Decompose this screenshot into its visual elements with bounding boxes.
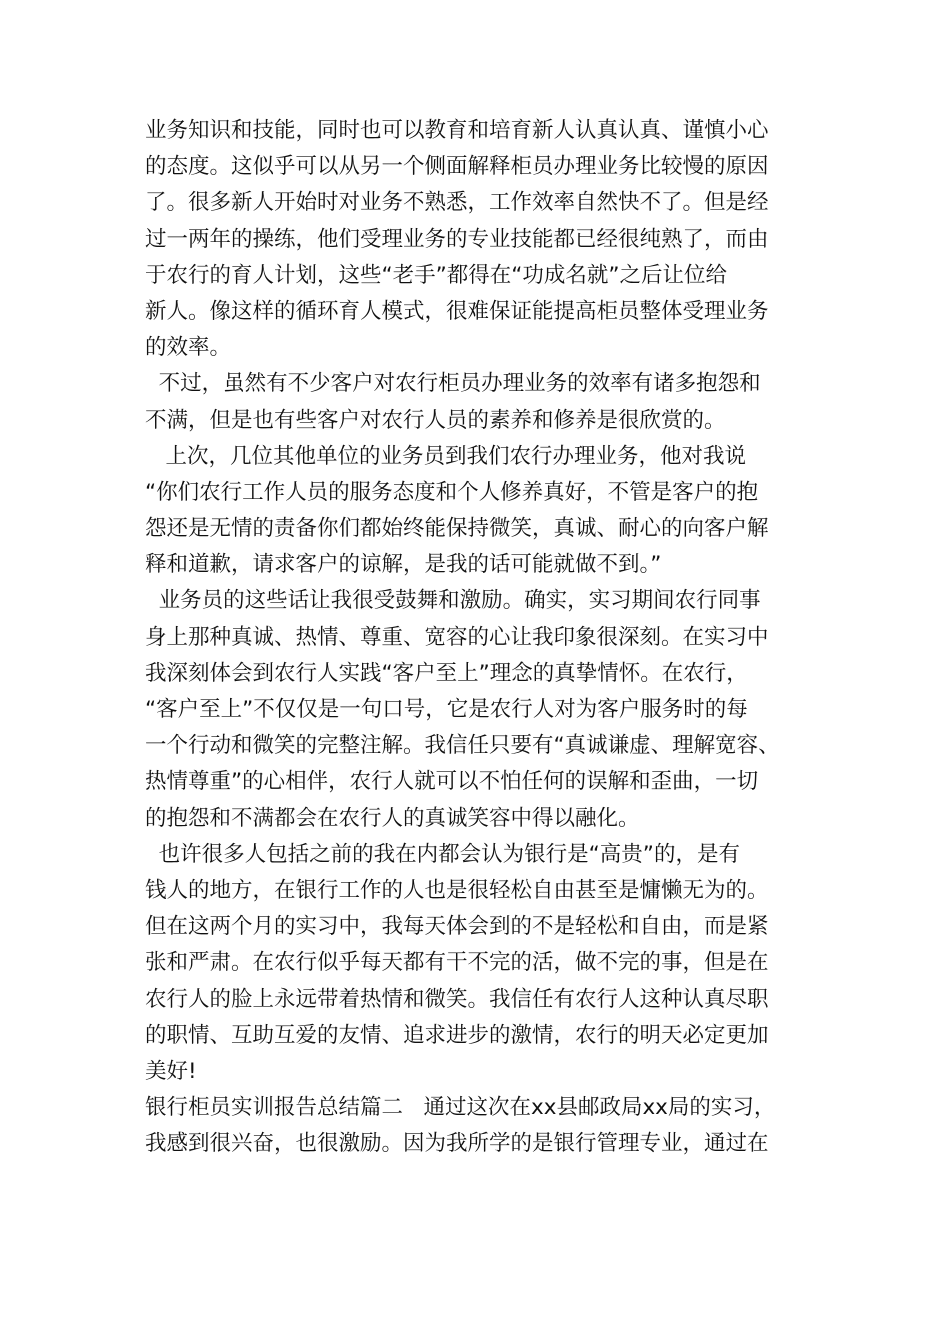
text-line: 但在这两个月的实习中，我每天体会到的不是轻松和自由，而是紧 <box>145 914 769 940</box>
text-line: 张和严肃。在农行似乎每天都有干不完的活，做不完的事，但是在 <box>145 950 769 976</box>
document-body <box>145 113 815 1162</box>
text-line: 业务员的这些话让我很受鼓舞和激励。确实，实习期间农行同事 <box>145 588 761 614</box>
text-line: 不满，但是也有些客户对农行人员的素养和修养是很欣赏的。 <box>145 407 726 433</box>
text-line: 了。很多新人开始时对业务不熟悉，工作效率自然快不了。但是经 <box>145 190 769 216</box>
text-line: 上次，几位其他单位的业务员到我们农行办理业务，他对我说 <box>145 443 747 469</box>
text-line: 热情尊重”的心相伴，农行人就可以不怕任何的误解和歪曲，一切 <box>145 769 759 795</box>
text-line: 过一两年的操练，他们受理业务的专业技能都已经很纯熟了，而由 <box>145 226 769 252</box>
text-line: 的态度。这似乎可以从另一个侧面解释柜员办理业务比较慢的原因 <box>145 154 769 180</box>
text-line: 农行人的脸上永远带着热情和微笑。我信任有农行人这种认真尽职 <box>145 986 769 1012</box>
text-line: 业务知识和技能，同时也可以教育和培育新人认真认真、谨慎小心 <box>145 118 769 143</box>
text-line: “你们农行工作人员的服务态度和个人修养真好，不管是客户的抱 <box>145 479 759 505</box>
text-line: 也许很多人包括之前的我在内都会认为银行是“高贵”的，是有 <box>145 841 740 867</box>
text-line: 的抱怨和不满都会在农行人的真诚笑容中得以融化。 <box>145 805 640 831</box>
text-line: 的效率。 <box>145 335 232 361</box>
text-line: “客户至上”不仅仅是一句口号，它是农行人对为客户服务时的每 <box>145 697 748 722</box>
text-line: 钱人的地方，在银行工作的人也是很轻松自由甚至是慵懒无为的。 <box>145 877 769 903</box>
text-line: 我感到很兴奋，也很激励。因为我所学的是银行管理专业，通过在 <box>145 1131 769 1157</box>
section-heading-line: 银行柜员实训报告总结篇二 通过这次在xx县邮政局xx局的实习， <box>145 1095 776 1121</box>
text-line: 于农行的育人计划，这些“老手”都得在“功成名就”之后让位给 <box>145 262 728 288</box>
text-line: 我深刻体会到农行人实践“客户至上”理念的真挚情怀。在农行， <box>145 660 748 686</box>
text-line: 一个行动和微笑的完整注解。我信任只要有“真诚谦虚、理解宽容、 <box>145 733 780 759</box>
text-line: 美好! <box>145 1058 197 1084</box>
text-line: 怨还是无情的责备你们都始终能保持微笑，真诚、耐心的向客户解 <box>145 516 769 542</box>
text-line: 新人。像这样的循环育人模式，很难保证能提高柜员整体受理业务 <box>145 298 769 324</box>
text-line: 释和道歉，请求客户的谅解，是我的话可能就做不到。” <box>145 552 662 578</box>
text-line: 不过，虽然有不少客户对农行柜员办理业务的效率有诸多抱怨和 <box>145 371 761 397</box>
text-line: 的职情、互助互爱的友情、追求进步的激情，农行的明天必定更加 <box>145 1022 769 1048</box>
text-line: 身上那种真诚、热情、尊重、宽容的心让我印象很深刻。在实习中 <box>145 624 769 650</box>
